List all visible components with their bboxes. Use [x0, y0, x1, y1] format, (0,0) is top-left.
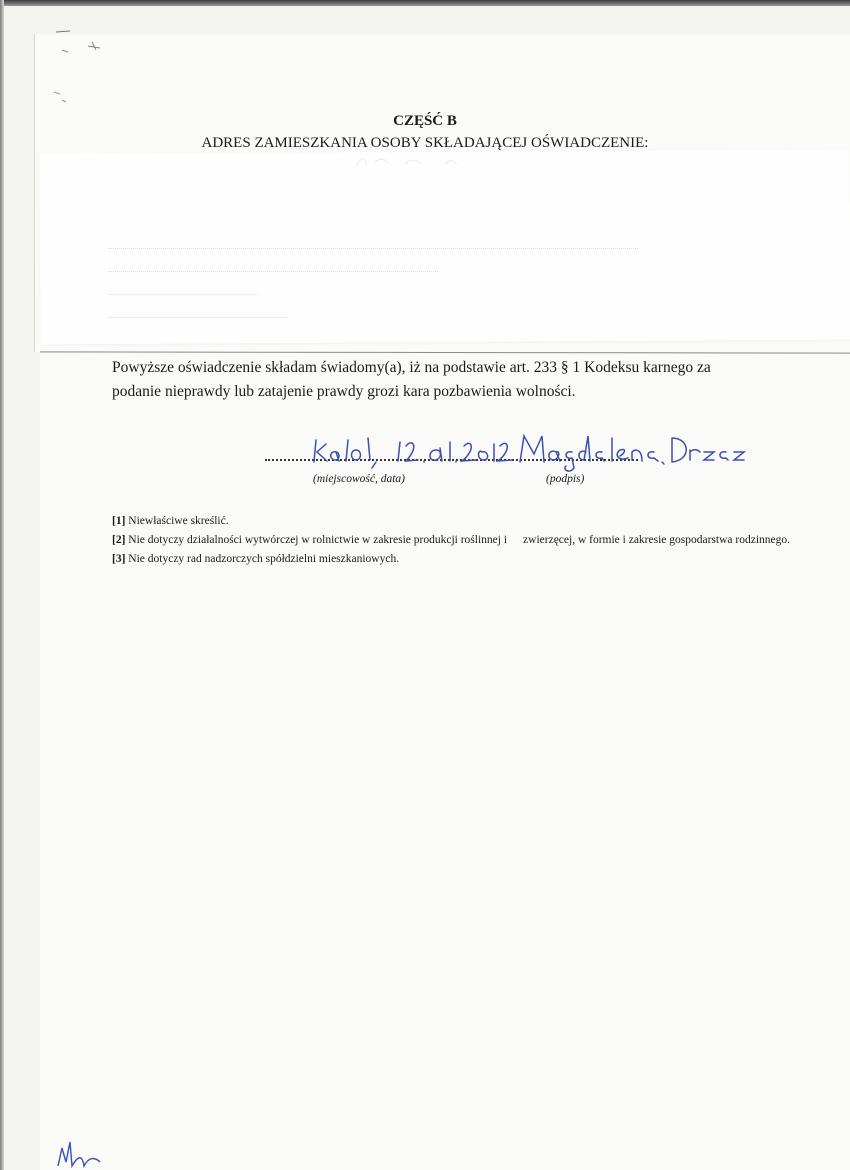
footnote-2-text-a: Nie dotyczy działalności wytwórczej w rolnictwie w zakresie produkcji roślinnej i — [128, 534, 508, 546]
footnote-2 — [112, 533, 802, 547]
covered-text-remnant — [108, 226, 728, 318]
initials-scribble — [52, 1138, 122, 1170]
corner-pencil-marks — [48, 28, 118, 108]
declaration-line-1: Powyższe oświadczenie składam świadomy(a), iż na podstawie art. 233 § 1 Kodeksu karnego za — [112, 359, 711, 376]
footnote-2-mark: [2] — [112, 534, 126, 546]
part-title: CZĘŚĆ B — [393, 113, 457, 129]
paper-lower — [40, 353, 850, 1170]
footnotes — [112, 514, 802, 571]
footnote-3-mark: [3] — [112, 553, 126, 565]
footnote-3 — [112, 552, 802, 566]
scan-edge-top — [0, 0, 850, 6]
place-date-label: (miejscowość, data) — [313, 473, 405, 485]
footnote-3-text: Nie dotyczy rad nadzorczych spółdzielni mieszkaniowych. — [128, 553, 400, 565]
footnote-1-mark: [1] — [112, 515, 126, 527]
footnote-2-text-b: zwierzęcej, w formie i zakresie gospodarstwa rodzinnego. — [523, 534, 790, 546]
declaration-line-2: podanie nieprawdy lub zatajenie prawdy grozi kara pozbawienia wolności. — [112, 383, 576, 400]
footnote-1-text: Niewłaściwe skreślić. — [128, 515, 229, 527]
footnote-1 — [112, 514, 802, 528]
declaration-text — [112, 356, 792, 404]
signature-label: (podpis) — [546, 473, 585, 485]
handwritten-place-date-and-signature — [290, 424, 750, 474]
scan-edge-left — [0, 0, 4, 1170]
part-subtitle: ADRES ZAMIESZKANIA OSOBY SKŁADAJĄCEJ OŚWIADCZENIE: — [201, 135, 649, 151]
